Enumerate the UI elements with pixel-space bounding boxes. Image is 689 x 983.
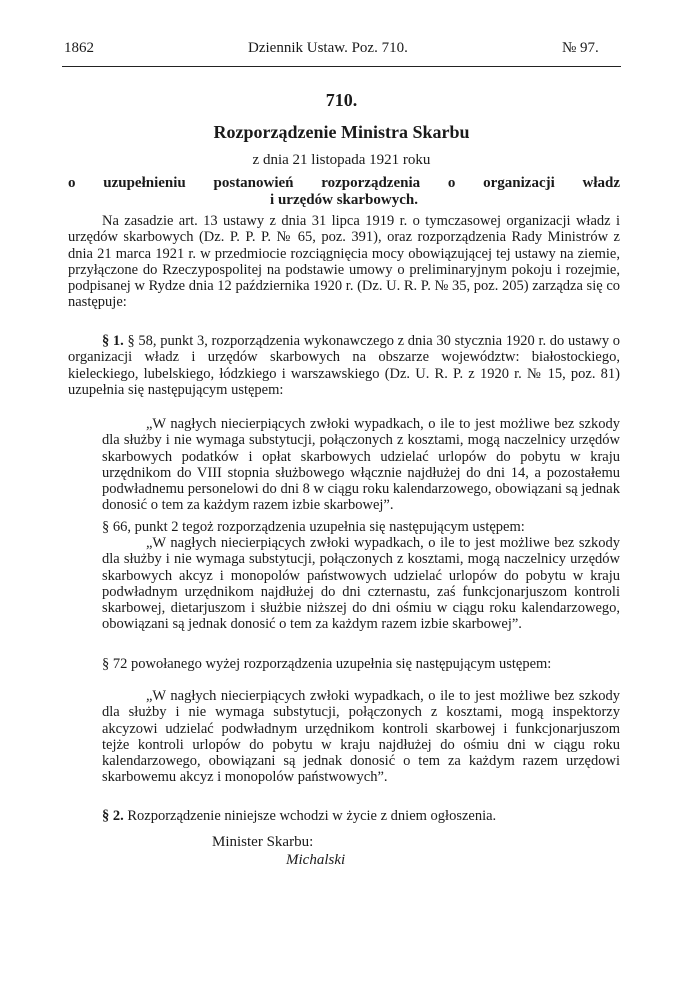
quoted-paragraph-2: „W nagłych niecierpiących zwłoki wypadkach, o ile to jest możliwe bez szkody dla służby i nie wymaga substytucji, połączonych z kosztami, mogą naczelnicy urzędów skarbowych akcyz i monopolów państwowych udzielać urlopów do pobytu w kraju podwładnym urzędnikom najdłużej do dni czternastu, zaś funkcjonarjuszom kontroli skarbowej, dietarjuszom i służbie niższej do dni ośmiu w ciągu roku kalendarzowego, obowiązani są jednak donosić o tem za każdym razem izbie skarbowej”. bbox=[102, 535, 620, 633]
section-2-paragraph bbox=[68, 808, 620, 824]
journal-title: Dziennik Ustaw. Poz. 710. bbox=[248, 40, 408, 56]
document-date: z dnia 21 listopada 1921 roku bbox=[252, 152, 431, 168]
preamble-paragraph: Na zasadzie art. 13 ustawy z dnia 31 lipca 1919 r. o tymczasowej organizacji władz i urzędów skarbowych (Dz. P. P. P. № 65, poz. 391), oraz rozporządzenia Rady Ministrów z dnia 21 marca 1921 r. w przedmiocie rozciągnięcia mocy obowiązującej tej ustawy na ziemie, przyłączone do Rzeczypospolitej na podstawie umowy o preliminaryjnym pokoju i rozejmie, podpisanej w Rydze dnia 12 października 1920 r. (Dz. U. R. P. № 35, poz. 205) zarządza się co następuje: bbox=[68, 213, 620, 311]
document-title: Rozporządzenie Ministra Skarbu bbox=[213, 122, 470, 142]
quoted-paragraph-1: „W nagłych niecierpiących zwłoki wypadkach, o ile to jest możliwe bez szkody dla służby i nie wymaga substytucji, połączonych z kosztami, mogą naczelnicy urzędów skarbowych podatków i opłat skarbowych udzielać urlopów do pobytu w kraju urzędnikom do VIII stopnia służbowego włącznie najdłużej do dni 14, a pozostałemu podwładnemu personelowi do dni 8 w ciągu roku kalendarzowego, obowiązani są jednak donosić o tem za każdym razem izbie skarbowej”. bbox=[102, 416, 620, 514]
section-1-label: § 1. bbox=[102, 333, 124, 349]
section-2-label: § 2. bbox=[102, 808, 124, 824]
quoted-paragraph-3: „W nagłych niecierpiących zwłoki wypadkach, o ile to jest możliwe bez szkody dla służby i nie wymaga substytucji, połączonych z kosztami, mogą inspektorzy akcyzowi udzielać podwładnym urzędnikom kontroli skarbowej i funkcjonarjuszom tejże kontroli urlopów do pobytu w kraju najdłużej do ośmiu dni w ciągu roku kalendarzowego, obowiązani są jednak donosić o tem za każdym razem urzędowi skarbowemu akcyz i monopolów państwowych”. bbox=[102, 688, 620, 786]
section-2-text: Rozporządzenie niniejsze wchodzi w życie z dniem ogłoszenia. bbox=[127, 808, 497, 824]
signatory-role: Minister Skarbu: bbox=[212, 834, 314, 850]
section-1-paragraph bbox=[68, 333, 620, 398]
page-number: 1862 bbox=[64, 40, 94, 56]
section-1-text: § 58, punkt 3, rozporządzenia wykonawczego z dnia 30 stycznia 1920 r. do ustawy o organizacji władz i urzędów skarbowych na obszarze województw: białostockiego, kieleckiego, lubelskiego, łódzkiego i warszawskiego (Dz. U. R. P. z 1920 r. № 15, poz. 81) uzupełnia się następującym ustępem: bbox=[68, 333, 621, 398]
section-72-paragraph: § 72 powołanego wyżej rozporządzenia uzupełnia się następującym ustępem: bbox=[102, 656, 552, 672]
subject-line-1: o uzupełnieniu postanowień rozporządzenia o organizacji władz bbox=[68, 175, 620, 191]
header-rule bbox=[62, 66, 621, 67]
section-66-paragraph: § 66, punkt 2 tegoż rozporządzenia uzupełnia się następującym ustępem: bbox=[102, 519, 525, 535]
signatory-name: Michalski bbox=[286, 852, 346, 868]
position-number: 710. bbox=[325, 90, 358, 110]
subject-line-2: i urzędów skarbowych. bbox=[270, 192, 418, 208]
issue-number: № 97. bbox=[562, 40, 599, 56]
